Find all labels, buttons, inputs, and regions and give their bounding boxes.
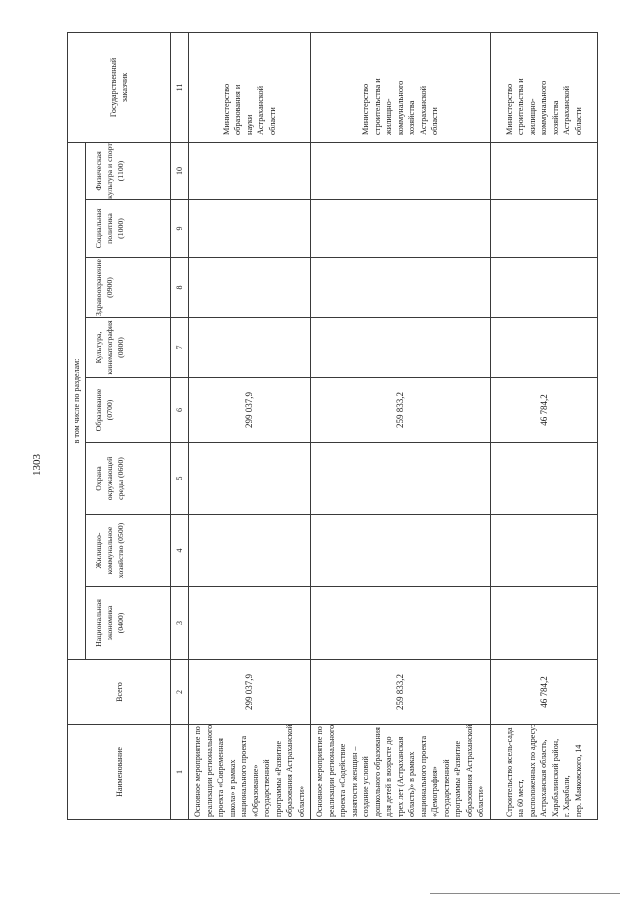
budget-table — [67, 32, 598, 820]
column-number: 11 — [171, 32, 189, 142]
column-number: 10 — [171, 142, 189, 199]
row-section-cell-1100 — [311, 142, 491, 199]
row-section-cell-0700: 299 037,9 — [189, 378, 311, 443]
header-section-1000: Социальная политика (1000) — [86, 200, 171, 258]
header-total: Всего — [68, 660, 171, 725]
row-section-cell-1100 — [491, 142, 598, 199]
row-customer-cell: Министерство строительства и жилищно- коммунального хозяйства Астраханской области — [491, 32, 598, 142]
table-row — [311, 32, 491, 819]
header-section-0600: Охрана окружающей среды (0600) — [86, 443, 171, 515]
table-row — [189, 32, 311, 819]
row-section-cell-0800 — [491, 318, 598, 378]
row-customer-cell: Министерство строительства и жилищно- коммунального хозяйства Астраханской области — [311, 32, 491, 142]
row-section-cell-0500 — [189, 515, 311, 587]
row-section-cell-0700: 46 784,2 — [491, 378, 598, 443]
header-section-0800: Культура, кинематография (0800) — [86, 318, 171, 378]
column-number: 4 — [171, 515, 189, 587]
row-section-cell-0400 — [491, 587, 598, 660]
row-section-cell-0500 — [311, 515, 491, 587]
row-section-cell-0800 — [311, 318, 491, 378]
header-customer: Государственный заказчик — [68, 32, 171, 142]
row-section-cell-1000 — [311, 200, 491, 258]
row-total-cell: 259 833,2 — [311, 660, 491, 725]
column-number: 7 — [171, 318, 189, 378]
header-section-0900: Здравоохранение (0900) — [86, 258, 171, 318]
row-section-cell-0900 — [491, 258, 598, 318]
footer-rule — [430, 893, 620, 894]
column-number: 1 — [171, 725, 189, 820]
row-section-cell-0500 — [491, 515, 598, 587]
header-section-0500: Жилищно- коммунальное хозяйство (0500) — [86, 515, 171, 587]
header-section-1100: Физическая культура и спорт (1100) — [86, 142, 171, 199]
row-section-cell-1000 — [189, 200, 311, 258]
column-number: 6 — [171, 378, 189, 443]
row-section-cell-0400 — [189, 587, 311, 660]
row-section-cell-0600 — [491, 443, 598, 515]
row-section-cell-0900 — [189, 258, 311, 318]
header-section-0700: Образование (0700) — [86, 378, 171, 443]
table-row — [491, 32, 598, 819]
header-name: Наименование — [68, 725, 171, 820]
row-section-cell-1000 — [491, 200, 598, 258]
row-total-cell: 299 037,9 — [189, 660, 311, 725]
row-section-cell-0400 — [311, 587, 491, 660]
row-name-cell: Строительство ясель-сада на 60 мест, расположенных по адресу: Астраханская область, Харабалинский район, г. Харабали, пер. Маяковского, 14 — [491, 725, 598, 820]
row-section-cell-0600 — [189, 443, 311, 515]
column-number: 2 — [171, 660, 189, 725]
column-number: 5 — [171, 443, 189, 515]
column-number: 8 — [171, 258, 189, 318]
page-number: 1303 — [31, 454, 43, 476]
column-number: 3 — [171, 587, 189, 660]
row-name-cell: Основное мероприятие по реализации регионального проекта «Современная школа» в рамках национального проекта «Образование» государственной программы «Развитие образования Астраханской области» — [189, 725, 311, 820]
row-section-cell-1100 — [189, 142, 311, 199]
header-sections-group: в том числе по разделам: — [68, 142, 86, 659]
row-total-cell: 46 784,2 — [491, 660, 598, 725]
row-section-cell-0700: 259 833,2 — [311, 378, 491, 443]
row-section-cell-0900 — [311, 258, 491, 318]
row-customer-cell: Министерство образования и науки Астраханской области — [189, 32, 311, 142]
row-section-cell-0800 — [189, 318, 311, 378]
row-name-cell: Основное мероприятие по реализации регионального проекта «Содействие занятости женщин – создание условий дошкольного образования для детей в возрасте до трех лет (Астраханская область)» в рамках национального проекта «Демография» государственной программы «Развитие образования Астраханской области» — [311, 725, 491, 820]
header-row-group — [68, 32, 86, 819]
column-number-row — [171, 32, 189, 819]
row-section-cell-0600 — [311, 443, 491, 515]
column-number: 9 — [171, 200, 189, 258]
header-section-0400: Национальная экономика (0400) — [86, 587, 171, 660]
